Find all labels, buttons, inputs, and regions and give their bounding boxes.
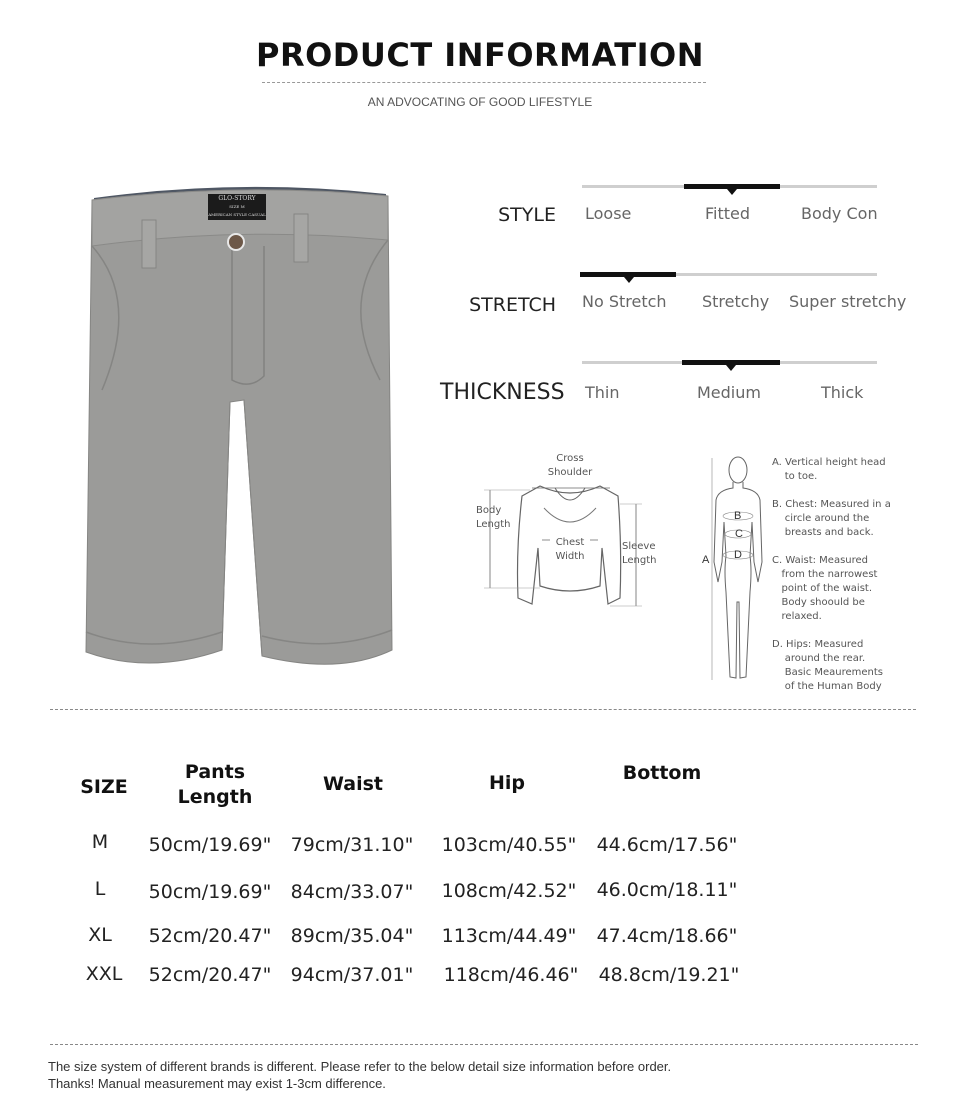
row-xl-length: 52cm/20.47" bbox=[148, 925, 272, 947]
letter-d: D bbox=[734, 549, 742, 561]
title-divider bbox=[262, 82, 706, 83]
row-xl-bottom: 47.4cm/18.66" bbox=[596, 925, 738, 947]
product-attributes bbox=[440, 180, 920, 410]
sleeve-length-label: Sleeve Length bbox=[622, 541, 657, 566]
attr-stretch-label: STRETCH bbox=[469, 294, 556, 316]
stretch-option-none: No Stretch bbox=[582, 292, 667, 311]
thickness-option-thick: Thick bbox=[821, 383, 864, 402]
body-measure-diagram bbox=[700, 452, 920, 697]
row-xl-hip: 113cm/44.49" bbox=[441, 925, 577, 947]
human-body-icon bbox=[700, 452, 770, 687]
footer-note-2: Thanks! Manual measurement may exist 1-3cm difference. bbox=[48, 1076, 386, 1091]
row-xxl-waist: 94cm/37.01" bbox=[290, 964, 414, 986]
body-length-label: Body Length bbox=[476, 505, 511, 530]
row-m-size: M bbox=[91, 831, 109, 853]
note-a: A. Vertical height head to toe. bbox=[772, 457, 886, 482]
header-waist: Waist bbox=[322, 773, 383, 795]
section-divider bbox=[50, 709, 916, 710]
row-xxl-size: XXL bbox=[85, 963, 123, 985]
style-marker bbox=[727, 189, 737, 195]
brand-label: GLO-STORY SIZE M AMERICAN STYLE CASUAL bbox=[208, 195, 266, 217]
row-xxl-bottom: 48.8cm/19.21" bbox=[598, 964, 740, 986]
thickness-option-thin: Thin bbox=[585, 383, 620, 402]
row-xxl-length: 52cm/20.47" bbox=[148, 964, 272, 986]
row-m-hip: 103cm/40.55" bbox=[441, 834, 577, 856]
row-l-hip: 108cm/42.52" bbox=[441, 880, 577, 902]
row-l-bottom: 46.0cm/18.11" bbox=[596, 879, 738, 901]
footer-note-1: The size system of different brands is different. Please refer to the below detail size information before order. bbox=[48, 1059, 672, 1074]
style-option-bodycon: Body Con bbox=[801, 204, 878, 223]
letter-c: C bbox=[735, 528, 743, 540]
thickness-option-medium: Medium bbox=[697, 383, 761, 402]
page-subtitle: AN ADVOCATING OF GOOD LIFESTYLE bbox=[367, 95, 593, 109]
note-c: C. Waist: Measured from the narrowest point of the waist. Body shoould be relaxed. bbox=[772, 555, 878, 622]
attr-thickness-label: THICKNESS bbox=[440, 380, 565, 405]
row-m-waist: 79cm/31.10" bbox=[290, 834, 414, 856]
stretch-option-super: Super stretchy bbox=[789, 292, 907, 311]
header-pants-length: Pants Length bbox=[177, 761, 253, 808]
row-l-size: L bbox=[94, 878, 106, 900]
attr-style-label: STYLE bbox=[498, 204, 556, 226]
size-table bbox=[60, 760, 780, 1000]
note-b: B. Chest: Measured in a circle around the breasts and back. bbox=[772, 499, 891, 538]
style-option-fitted: Fitted bbox=[705, 204, 751, 223]
header-size: SIZE bbox=[80, 776, 128, 798]
row-l-length: 50cm/19.69" bbox=[148, 881, 272, 903]
cross-shoulder-label: Cross Shoulder bbox=[547, 453, 593, 478]
row-xl-waist: 89cm/35.04" bbox=[290, 925, 414, 947]
shirt-measure-diagram bbox=[470, 448, 670, 618]
stretch-marker bbox=[624, 277, 634, 283]
letter-a: A bbox=[702, 554, 710, 566]
row-m-length: 50cm/19.69" bbox=[148, 834, 272, 856]
letter-b: B bbox=[734, 510, 742, 522]
row-m-bottom: 44.6cm/17.56" bbox=[596, 834, 738, 856]
thickness-marker bbox=[726, 365, 736, 371]
footer-divider bbox=[50, 1044, 918, 1045]
stretch-option-stretchy: Stretchy bbox=[702, 292, 770, 311]
header-hip: Hip bbox=[488, 772, 525, 794]
row-xxl-hip: 118cm/46.46" bbox=[443, 964, 579, 986]
product-image bbox=[80, 180, 400, 680]
page-title: PRODUCT INFORMATION bbox=[255, 36, 705, 74]
header-bottom: Bottom bbox=[622, 762, 702, 784]
style-option-loose: Loose bbox=[585, 204, 632, 223]
note-d: D. Hips: Measured around the rear. Basic Meaurements of the Human Body bbox=[772, 639, 884, 692]
row-xl-size: XL bbox=[88, 924, 112, 946]
row-l-waist: 84cm/33.07" bbox=[290, 881, 414, 903]
chest-width-label: Chest Width bbox=[550, 536, 590, 564]
